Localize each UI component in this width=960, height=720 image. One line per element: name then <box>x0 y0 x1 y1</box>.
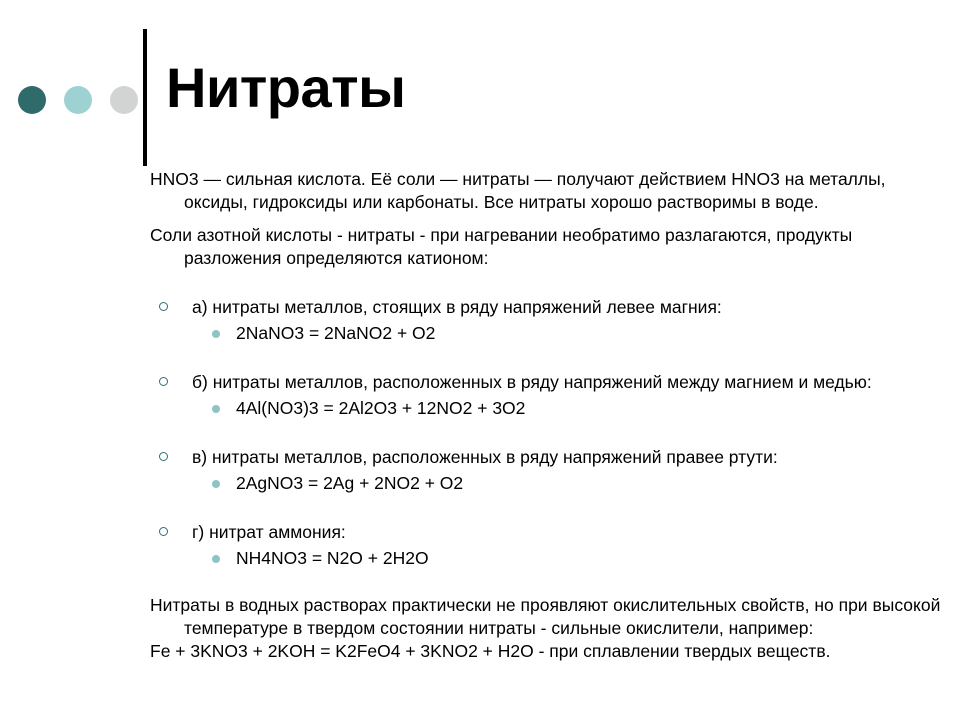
conclusion-paragraph: Нитраты в водных растворах практически не проявляют окислительных свойств, но при высокой температуре в твердом состоянии нитраты - сильные окислители, например: <box>150 595 941 638</box>
spacer <box>150 420 950 446</box>
list-item[interactable] <box>150 521 950 544</box>
group-label: в) нитраты металлов, расположенных в ряду напряжений правее ртути: <box>192 447 778 467</box>
decorative-dots-group <box>18 86 138 114</box>
group-label: а) нитраты металлов, стоящих в ряду напряжений левее магния: <box>192 297 722 317</box>
bullet-dot-filled-icon <box>212 480 220 488</box>
bullet-dot-filled-icon <box>212 555 220 563</box>
bullet-circle-outline-icon <box>159 377 168 386</box>
list-item[interactable] <box>150 371 950 394</box>
equation-text: 4Al(NO3)3 = 2Al2O3 + 12NO2 + 3O2 <box>236 398 526 418</box>
title-vertical-rule <box>143 29 147 166</box>
decomposition-groups-list <box>150 296 950 570</box>
slide-title-block <box>0 0 960 170</box>
list-item[interactable] <box>150 472 950 495</box>
intro-paragraph-2: Соли азотной кислоты - нитраты - при нагревании необратимо разлагаются, продукты разложения определяются катионом: <box>150 225 853 268</box>
spacer <box>150 345 950 371</box>
bullet-dot-filled-icon <box>212 330 220 338</box>
list-item[interactable] <box>150 296 950 319</box>
list-item[interactable] <box>150 322 950 345</box>
equation-text: 2AgNO3 = 2Ag + 2NO2 + O2 <box>236 473 464 493</box>
page-title: Нитраты <box>166 56 406 119</box>
decorative-dot-dark-teal-icon <box>18 86 46 114</box>
bullet-circle-outline-icon <box>159 527 168 536</box>
intro-paragraph-1: HNO3 — сильная кислота. Её соли — нитраты — получают действием HNO3 на металлы, оксиды, гидроксиды или карбонаты. Все нитраты хорошо растворимы в воде. <box>150 169 886 212</box>
decorative-dot-light-teal-icon <box>64 86 92 114</box>
bullet-circle-outline-icon <box>159 452 168 461</box>
equation-text: 2NaNO3 = 2NaNO2 + O2 <box>236 323 436 343</box>
spacer <box>150 495 950 521</box>
list-item[interactable] <box>150 446 950 469</box>
list-item[interactable] <box>150 547 950 570</box>
decorative-dot-gray-icon <box>110 86 138 114</box>
conclusion-block <box>150 594 950 663</box>
bullet-dot-filled-icon <box>212 405 220 413</box>
equation-text: NH4NO3 = N2O + 2H2O <box>236 548 429 568</box>
spacer <box>150 214 950 224</box>
list-item[interactable] <box>150 397 950 420</box>
conclusion-equation-line: Fe + 3KNO3 + 2KOH = K2FeO4 + 3KNO2 + H2O - при сплавлении твердых веществ. <box>150 641 831 661</box>
group-label: г) нитрат аммония: <box>192 522 346 542</box>
bullet-circle-outline-icon <box>159 302 168 311</box>
slide-body <box>150 168 950 663</box>
spacer <box>150 270 950 296</box>
group-label: б) нитраты металлов, расположенных в ряду напряжений между магнием и медью: <box>192 372 872 392</box>
